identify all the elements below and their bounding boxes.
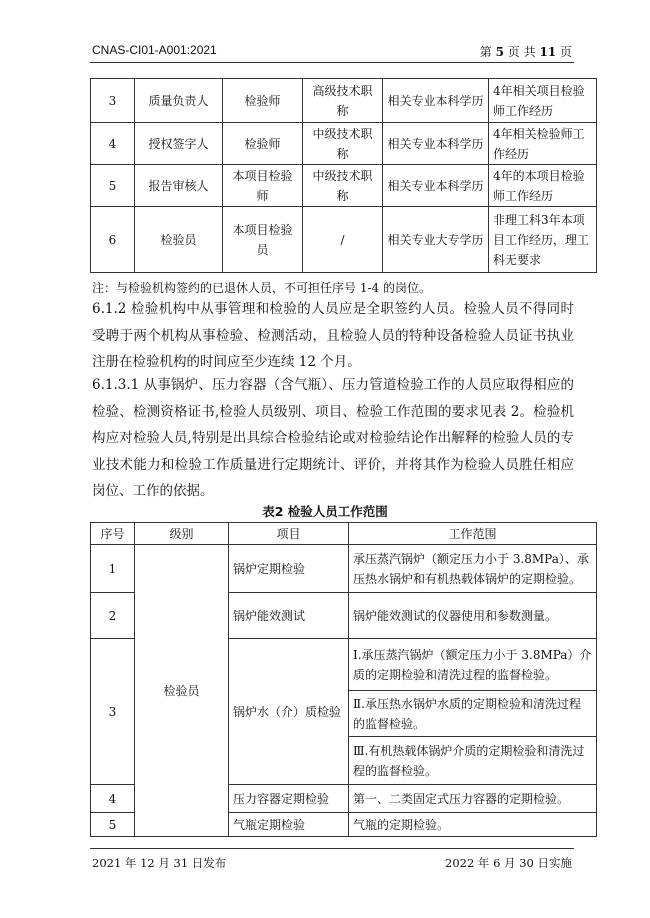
row-role: 本项目检验员: [223, 207, 303, 273]
paragraph-6-1-2: 6.1.2 检验机构中从事管理和检验的人员应是全职签约人员。检验人员不得同时受聘于两个机构从事检验、检测活动，且检验人员的特种设备检验人员证书执业注册在检验机构的时间应至少连续 12 个月。: [92, 301, 574, 370]
row-role: 本项目检验师: [223, 165, 303, 207]
row-title: 中级技术职称: [303, 123, 383, 165]
header-item: 项目: [229, 523, 349, 545]
row-position: 质量负责人: [135, 79, 223, 123]
row-no: 3: [91, 79, 135, 123]
level-cell: 检验员: [135, 545, 229, 837]
header-divider: [90, 62, 574, 63]
row-no: 4: [91, 123, 135, 165]
row-no: 5: [91, 165, 135, 207]
row-scope: 锅炉能效测试的仪器使用和参数测量。: [349, 593, 597, 639]
row-role: 检验师: [223, 123, 303, 165]
row-education: 相关专业本科学历: [383, 165, 489, 207]
row-item: 压力容器定期检验: [229, 785, 349, 813]
row-no: 1: [91, 545, 135, 593]
table-row: [91, 165, 597, 207]
row-title: 中级技术职称: [303, 165, 383, 207]
row-item: 锅炉能效测试: [229, 593, 349, 639]
row-title: /: [303, 207, 383, 273]
page-info-mid: 页 共: [507, 45, 536, 59]
row-experience: 4年相关检验师工作经历: [489, 123, 597, 165]
row-experience: 4年的本项目检验师工作经历: [489, 165, 597, 207]
table-row: [91, 545, 597, 593]
row-scope: Ⅰ.承压蒸汽锅炉（额定压力小于 3.8MPa）介质的定期检验和清洗过程的监督检验。: [349, 639, 597, 691]
personnel-requirements-table: [90, 78, 597, 273]
row-position: 授权签字人: [135, 123, 223, 165]
doc-code: CNAS-CI01-A001:2021: [92, 43, 217, 57]
implement-date: 2022 年 6 月 30 日实施: [445, 856, 572, 870]
publish-date: 2021 年 12 月 31 日发布: [92, 856, 227, 870]
row-education: 相关专业大专学历: [383, 207, 489, 273]
table-note: 注：与检验机构签约的已退休人员，不可担任序号 1-4 的岗位。: [92, 281, 431, 295]
row-experience: 4年相关项目检验师工作经历: [489, 79, 597, 123]
row-scope: 第一、二类固定式压力容器的定期检验。: [349, 785, 597, 813]
header-level: 级别: [135, 523, 229, 545]
page-info-suffix: 页: [559, 45, 572, 59]
footer-divider: [90, 848, 574, 849]
page-info-prefix: 第: [479, 45, 492, 59]
row-education: 相关专业本科学历: [383, 123, 489, 165]
row-scope: 气瓶的定期检验。: [349, 813, 597, 837]
row-item: 锅炉水（介）质检验: [229, 639, 349, 785]
table-header-row: [91, 523, 597, 545]
page-total: 11: [539, 45, 557, 59]
page-info: [480, 43, 572, 60]
header-scope: 工作范围: [349, 523, 597, 545]
row-item: 锅炉定期检验: [229, 545, 349, 593]
row-scope: Ⅲ.有机热载体锅炉介质的定期检验和清洗过程的监督检验。: [349, 737, 597, 785]
row-position: 报告审核人: [135, 165, 223, 207]
paragraph-6-1-3-1: 6.1.3.1 从事锅炉、压力容器（含气瓶）、压力管道检验工作的人员应取得相应的检验、检测资格证书,检验人员级别、项目、检验工作范围的要求见表 2。检验机构应对检验人员,特别是出具综合检验结论或对检验结论作出解释的检验人员的专业技术能力和检验工作质量进行定期统计、评价，并将其作为检验人员胜任相应岗位、工作的依据。: [92, 377, 574, 499]
table-row: [91, 123, 597, 165]
row-title: 高级技术职称: [303, 79, 383, 123]
table-row: [91, 79, 597, 123]
row-position: 检验员: [135, 207, 223, 273]
header-no: 序号: [91, 523, 135, 545]
row-no: 2: [91, 593, 135, 639]
row-no: 3: [91, 639, 135, 785]
row-experience: 非理工科3年本项目工作经历，理工科无要求: [489, 207, 597, 273]
row-no: 6: [91, 207, 135, 273]
row-scope: 承压蒸汽锅炉（额定压力小于 3.8MPa）、承压热水锅炉和有机热载体锅炉的定期检验。: [349, 545, 597, 593]
row-scope: Ⅱ.承压热水锅炉水质的定期检验和清洗过程的监督检验。: [349, 691, 597, 737]
table2-caption: 表2 检验人员工作范围: [262, 504, 388, 519]
row-no: 4: [91, 785, 135, 813]
row-item: 气瓶定期检验: [229, 813, 349, 837]
row-no: 5: [91, 813, 135, 837]
page-number: 5: [495, 45, 504, 59]
table-row: [91, 207, 597, 273]
inspector-scope-table: [90, 522, 597, 837]
row-role: 检验师: [223, 79, 303, 123]
row-education: 相关专业本科学历: [383, 79, 489, 123]
